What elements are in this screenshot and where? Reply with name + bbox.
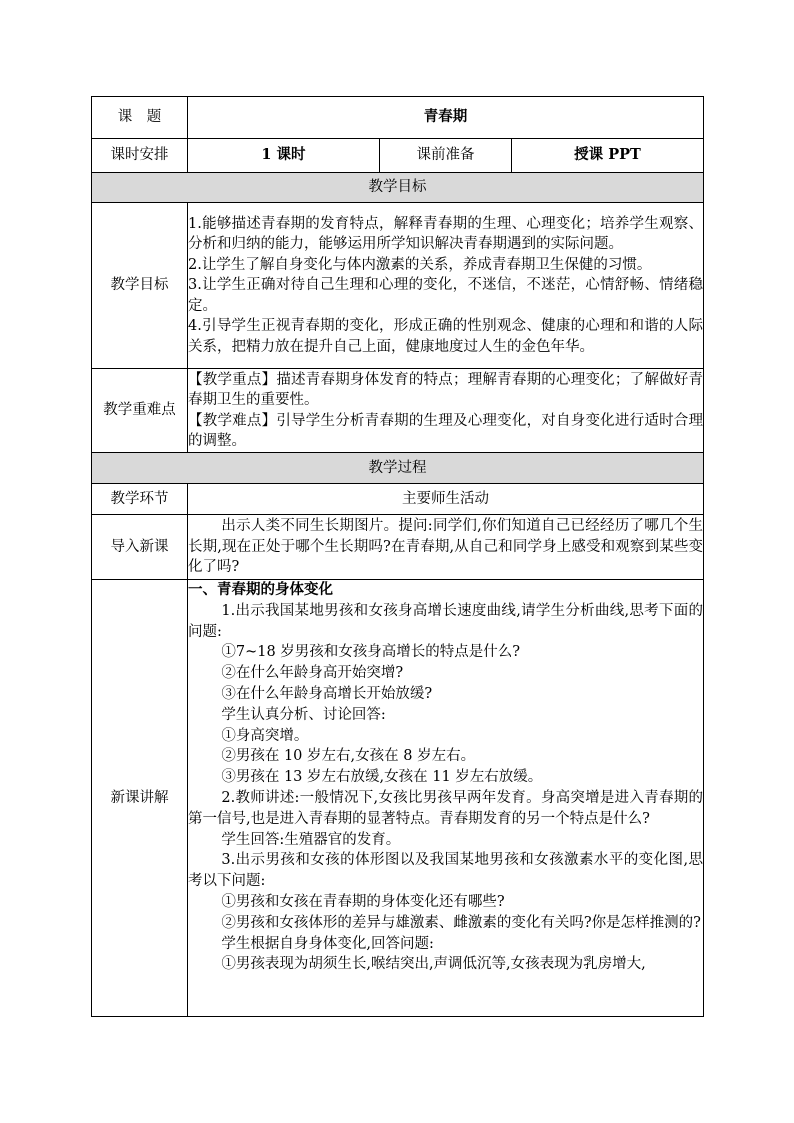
lesson-plan-table [91, 96, 704, 1017]
intro-content [188, 515, 704, 580]
lecture-line: ①男孩和女孩在青春期的身体变化还有哪些? [221, 893, 505, 910]
lecture-line: ①7~18 岁男孩和女孩身高增长的特点是什么? [221, 644, 521, 661]
lecture-line: ③在什么年龄身高增长开始放缓? [221, 685, 433, 702]
objective-item: 1.能够描述青春期的发育特点，解释青春期的生理、心理变化；培养学生观察、分析和归纳的能力，能够运用所学知识解决青春期遇到的实际问题。 [188, 215, 704, 253]
lecture-row [92, 580, 704, 1017]
key-points-content [188, 369, 704, 453]
lecture-label: 新课讲解 [92, 580, 188, 1017]
objective-item: 2.让学生了解自身变化与体内激素的关系，养成青春期卫生保健的习惯。 [188, 256, 652, 273]
topic-value: 青春期 [188, 97, 704, 139]
lecture-content [188, 580, 704, 1017]
lecture-line: ②在什么年龄身高开始突增? [221, 665, 404, 682]
intro-row [92, 515, 704, 580]
stage-column-header: 教学环节 [92, 484, 188, 515]
key-point-item: 【教学重点】描述青春期身体发育的特点；理解青春期的心理变化；了解做好青春期卫生的重要性。 [188, 371, 704, 408]
lecture-line: ①男孩表现为胡须生长,喉结突出,声调低沉等,女孩表现为乳房增大, [221, 956, 646, 973]
lecture-line: 3.出示男孩和女孩的体形图以及我国某地男孩和女孩激素水平的变化图,思考以下问题: [188, 852, 704, 890]
lecture-line: ①身高突增。 [221, 727, 309, 744]
objectives-section-header [92, 173, 704, 203]
lecture-line: 学生回答:生殖器官的发育。 [221, 831, 401, 848]
schedule-row [92, 139, 704, 173]
objectives-row [92, 203, 704, 369]
objectives-section-title: 教学目标 [92, 173, 704, 203]
objectives-content [188, 203, 704, 369]
schedule-value: 1 课时 [188, 139, 380, 173]
lecture-line: ②男孩和女孩体形的差异与雄激素、雌激素的变化有关吗?你是怎样推测的? [221, 914, 701, 931]
lecture-heading: 一、青春期的身体变化 [188, 581, 333, 598]
process-column-header-row [92, 484, 704, 515]
key-points-label: 教学重难点 [92, 369, 188, 453]
topic-row [92, 97, 704, 139]
objective-item: 4.引导学生正视青春期的变化，形成正确的性别观念、健康的心理和和谐的人际关系，把精力放在提升自己上面，健康地度过人生的金色年华。 [188, 318, 704, 355]
lecture-line: ③男孩在 13 岁左右放缓,女孩在 11 岁左右放缓。 [221, 769, 543, 786]
process-section-header [92, 453, 704, 484]
prep-label: 课前准备 [380, 139, 512, 173]
prep-value: 授课 PPT [512, 139, 704, 173]
difficult-point-item: 【教学难点】引导学生分析青春期的生理及心理变化，对自身变化进行适时合理的调整。 [188, 412, 704, 449]
lecture-line: 1.出示我国某地男孩和女孩身高增长速度曲线,请学生分析曲线,思考下面的问题: [188, 602, 704, 640]
objective-item: 3.让学生正确对待自己生理和心理的变化，不迷信，不迷茫，心情舒畅、情绪稳定。 [188, 277, 704, 314]
lecture-line: 2.教师讲述:一般情况下,女孩比男孩早两年发育。身高突增是进入青春期的第一信号,也是进入青春期的显著特点。青春期发育的另一个特点是什么? [188, 789, 704, 827]
schedule-label: 课时安排 [92, 139, 188, 173]
objectives-label: 教学目标 [92, 203, 188, 369]
activity-column-header: 主要师生活动 [188, 484, 704, 515]
topic-label: 课 题 [92, 97, 188, 139]
lecture-line: ②男孩在 10 岁左右,女孩在 8 岁左右。 [221, 748, 476, 765]
intro-text: 出示人类不同生长期图片。提问:同学们,你们知道自己已经经历了哪几个生长期,现在正处于哪个生长期吗?在青春期,从自己和同学身上感受和观察到某些变化了吗? [188, 518, 704, 576]
process-section-title: 教学过程 [92, 453, 704, 484]
key-points-row [92, 369, 704, 453]
intro-label: 导入新课 [92, 515, 188, 580]
lecture-line: 学生根据自身身体变化,回答问题: [221, 935, 434, 952]
lecture-line: 学生认真分析、讨论回答: [221, 706, 386, 723]
